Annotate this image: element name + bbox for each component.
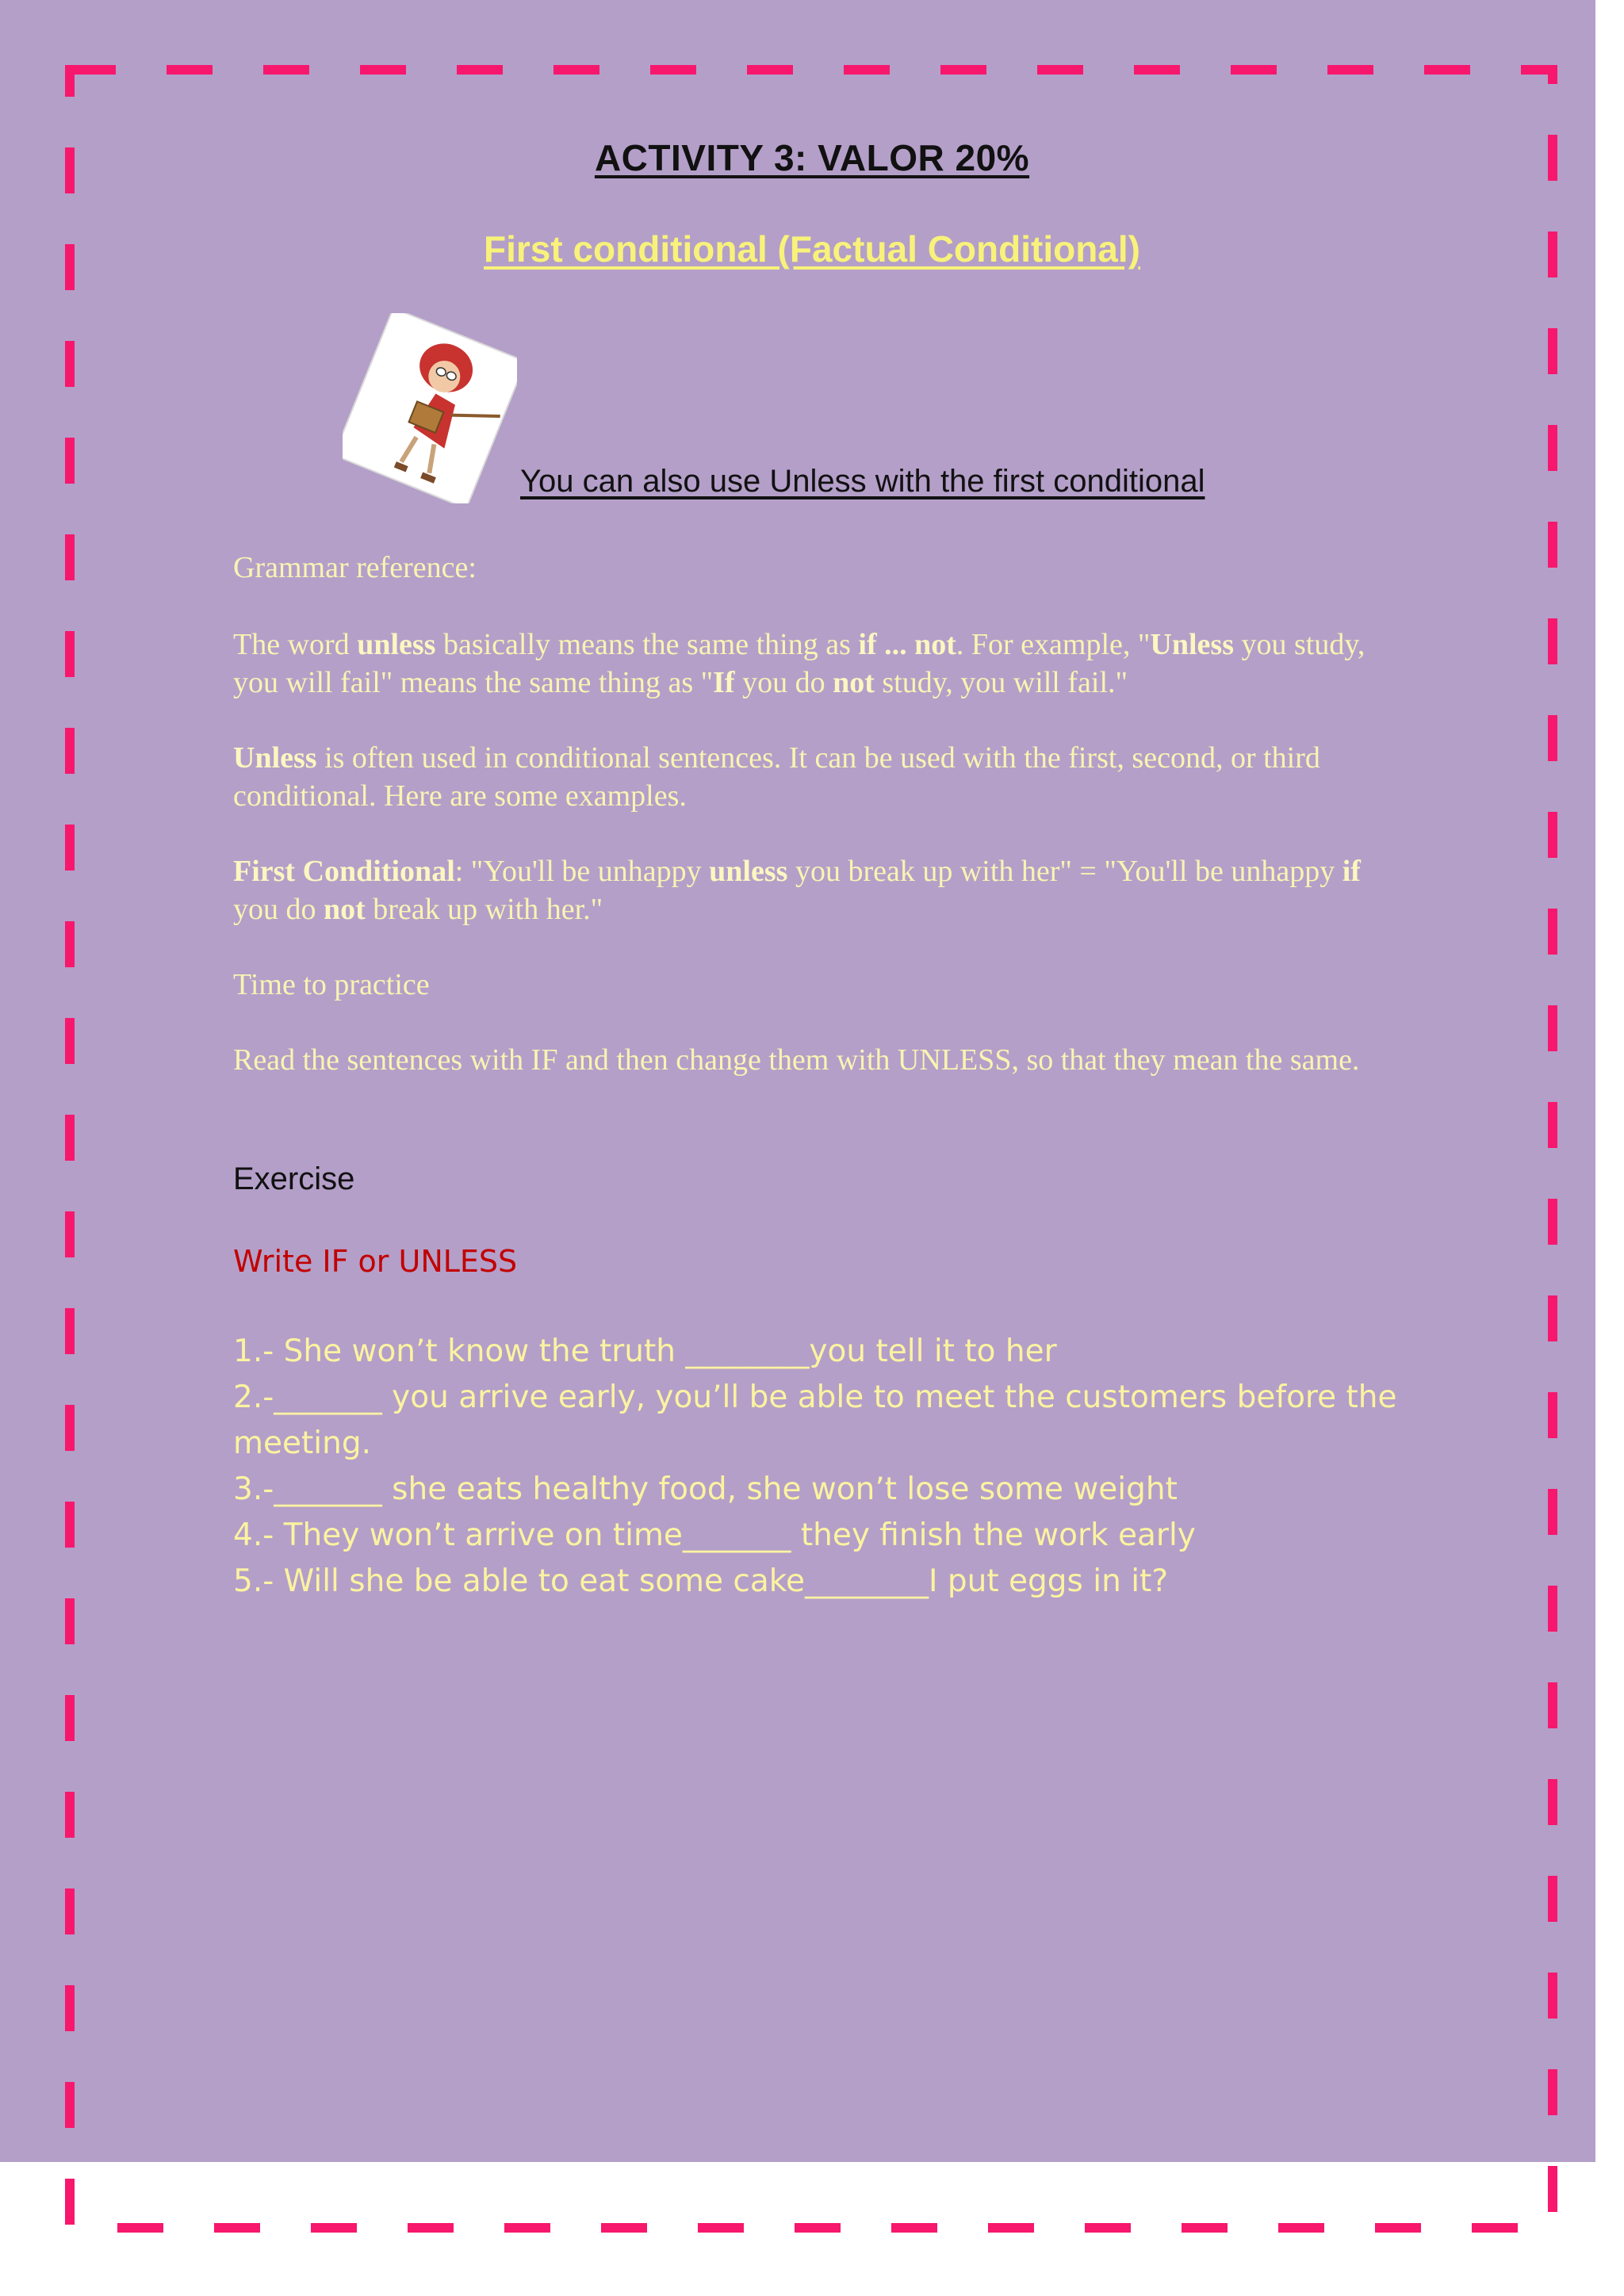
practice-instructions: Read the sentences with IF and then change them with UNLESS, so that they mean the same. xyxy=(233,1043,1360,1077)
activity-title: ACTIVITY 3: VALOR 20% xyxy=(594,137,1030,178)
grammar-reference-label: Grammar reference: xyxy=(233,551,477,584)
exercise-item: 3.-_______ she eats healthy food, she won’t lose some weight xyxy=(233,1471,1178,1507)
exercise-item: 4.- They won’t arrive on time_______ they finish the work early xyxy=(233,1517,1196,1553)
exercise-label: Exercise xyxy=(233,1161,355,1196)
exercise-item: 1.- She won’t know the truth ________you tell it to her xyxy=(233,1334,1057,1369)
unless-note: You can also use Unless with the first conditional xyxy=(520,464,1205,499)
grammar-paragraph-2: Unless is often used in conditional sentences. It can be used with the first, second, or third conditional. Here are some examples. xyxy=(233,741,1320,813)
teacher-with-pointer-icon xyxy=(343,313,517,503)
exercise-item: 2.-_______ you arrive early, you’ll be able to meet the customers before the meeting. xyxy=(233,1380,1397,1461)
exercise-instruction: Write IF or UNLESS xyxy=(233,1244,518,1279)
practice-label: Time to practice xyxy=(233,968,430,1001)
grammar-paragraph-1: The word unless basically means the same thing as if ... not. For example, "Unless you study, you will fail" means the same thing as "If you do not study, you will fail." xyxy=(233,628,1365,699)
lesson-subtitle: First conditional (Factual Conditional) xyxy=(484,228,1140,270)
exercise-item: 5.- Will she be able to eat some cake________I put eggs in it? xyxy=(233,1563,1169,1599)
exercise-list xyxy=(233,1329,1407,1605)
grammar-paragraph-3: First Conditional: "You'll be unhappy unless you break up with her" = "You'll be unhappy if you do not break up with her." xyxy=(233,855,1361,926)
